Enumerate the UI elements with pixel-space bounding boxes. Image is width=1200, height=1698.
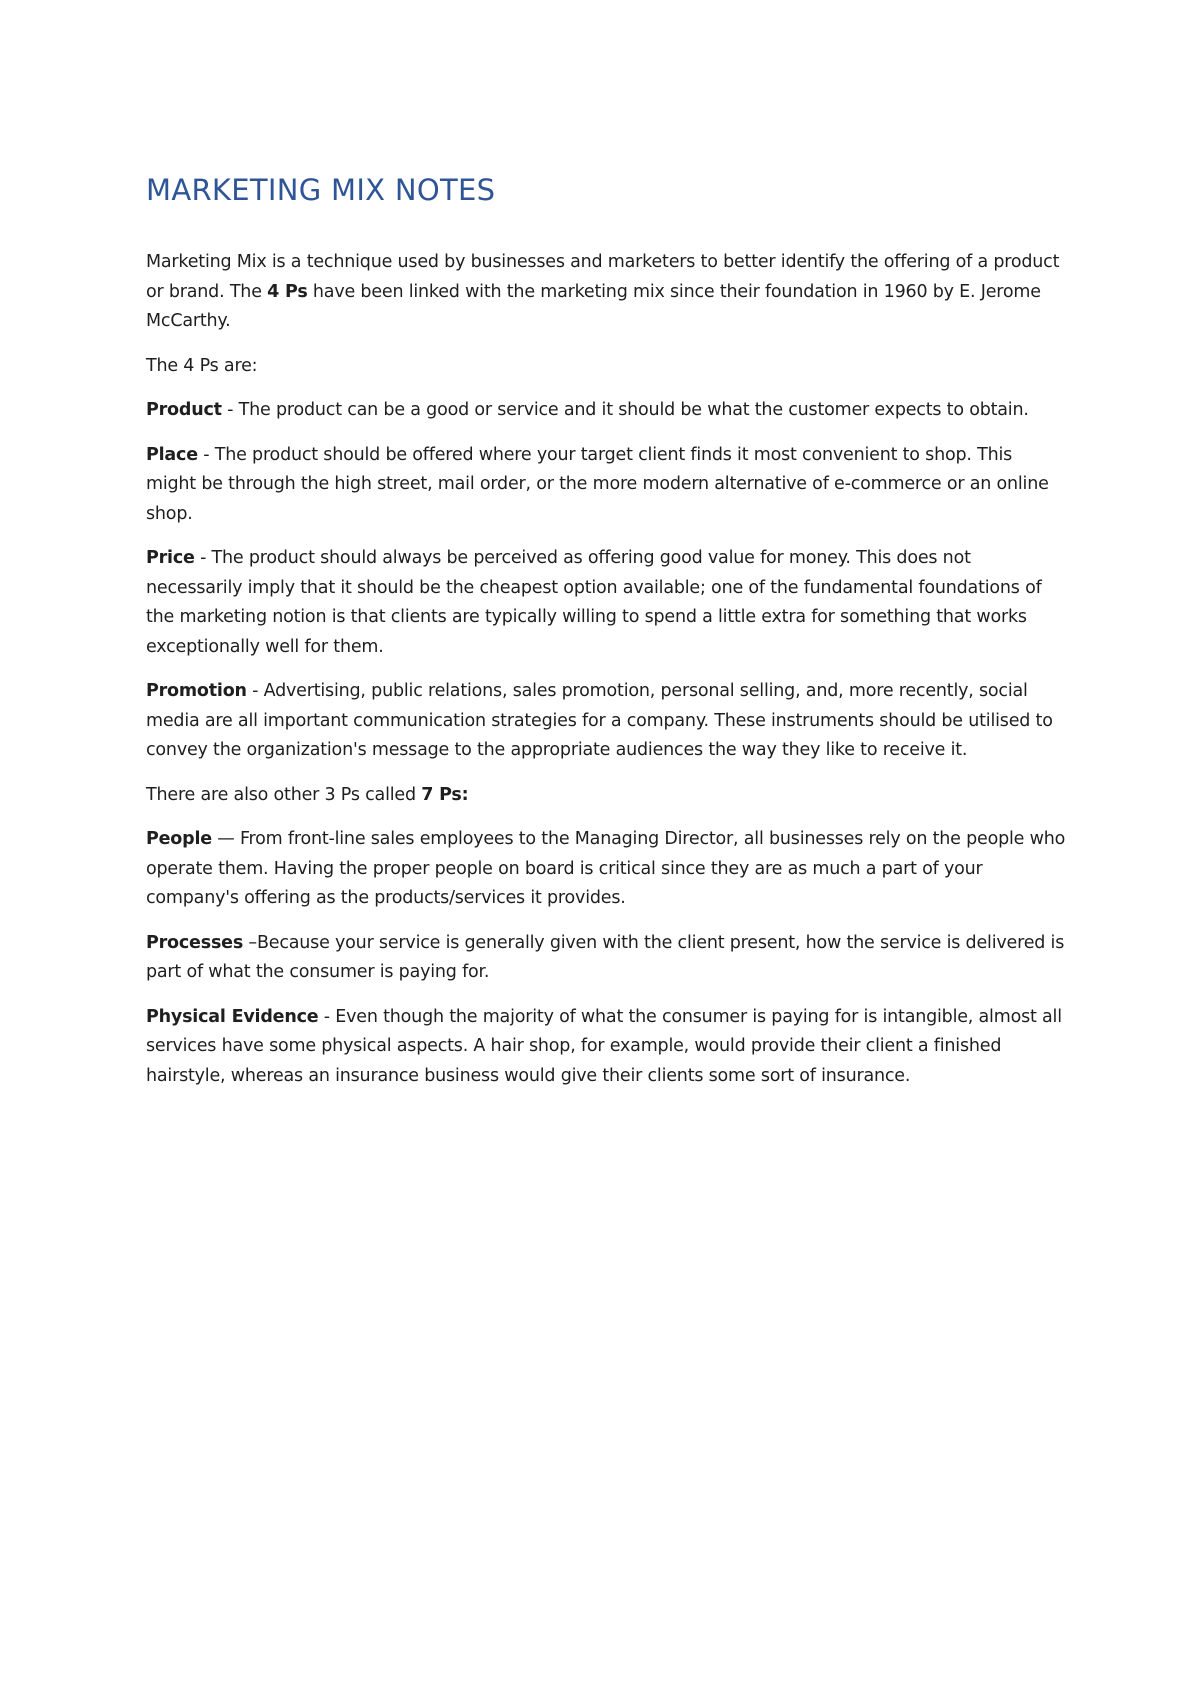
intro-bold-4ps: 4 Ps bbox=[267, 281, 308, 302]
people-text: — From front-line sales employees to the Managing Director, all businesses rely on the people who operate them. Having the proper people on board is critical since they are as much a part of your company's offering as the products/services it provides. bbox=[146, 829, 1066, 908]
price-term: Price bbox=[146, 548, 195, 568]
seven-ps-text: There are also other 3 Ps called bbox=[146, 784, 422, 805]
promotion-term: Promotion bbox=[146, 681, 247, 701]
place-text: - The product should be offered where your target client finds it most convenient to shop. This might be through the high street, mail order, or the more modern alternative of e-commerce or an online shop. bbox=[146, 444, 1049, 524]
processes-text: –Because your service is generally given with the client present, how the service is delivered is part of what the consumer is paying for. bbox=[146, 932, 1065, 982]
document-body bbox=[146, 168, 1066, 1106]
price-paragraph bbox=[146, 544, 1066, 662]
price-text: - The product should always be perceived as offering good value for money. This does not necessarily imply that it should be the cheapest option available; one of the fundamental foundations of the marketing notion is that clients are typically willing to spend a little extra for something that works exceptionally well for them. bbox=[146, 548, 1042, 657]
place-term: Place bbox=[146, 444, 198, 465]
physical-evidence-text: - Even though the majority of what the consumer is paying for is intangible, almost all services have some physical aspects. A hair shop, for example, would provide their client a finished hairstyle, whereas an insurance business would give their clients some sort of insurance. bbox=[146, 1006, 1062, 1086]
people-paragraph bbox=[146, 825, 1066, 914]
promotion-text: - Advertising, public relations, sales promotion, personal selling, and, more recently, social media are all important communication strategies for a company. These instruments should be utilised to convey the organization's message to the appropriate audiences the way they like to receive it. bbox=[146, 681, 1053, 760]
seven-ps-heading bbox=[146, 781, 1066, 811]
promotion-paragraph bbox=[146, 677, 1066, 766]
physical-evidence-term: Physical Evidence bbox=[146, 1006, 319, 1027]
product-term: Product bbox=[146, 400, 222, 420]
product-text: - The product can be a good or service and it should be what the customer expects to obtain. bbox=[221, 400, 1029, 420]
product-paragraph bbox=[146, 396, 1066, 426]
place-paragraph bbox=[146, 441, 1066, 530]
processes-paragraph bbox=[146, 929, 1066, 988]
physical-evidence-paragraph bbox=[146, 1003, 1066, 1092]
seven-ps-bold: 7 Ps: bbox=[421, 784, 469, 805]
document-title: MARKETING MIX NOTES bbox=[146, 173, 496, 207]
intro-text-2: have been linked with the marketing mix since their foundation in 1960 by E. Jerome McCarthy. bbox=[146, 281, 1041, 331]
people-term: People bbox=[146, 829, 212, 849]
intro-text-1: Marketing Mix is a technique used by businesses and marketers to better identify the offering of a product or brand. The bbox=[146, 252, 1060, 302]
four-ps-heading: The 4 Ps are: bbox=[146, 355, 258, 376]
intro-paragraph bbox=[146, 248, 1066, 337]
processes-term: Processes bbox=[146, 932, 244, 953]
